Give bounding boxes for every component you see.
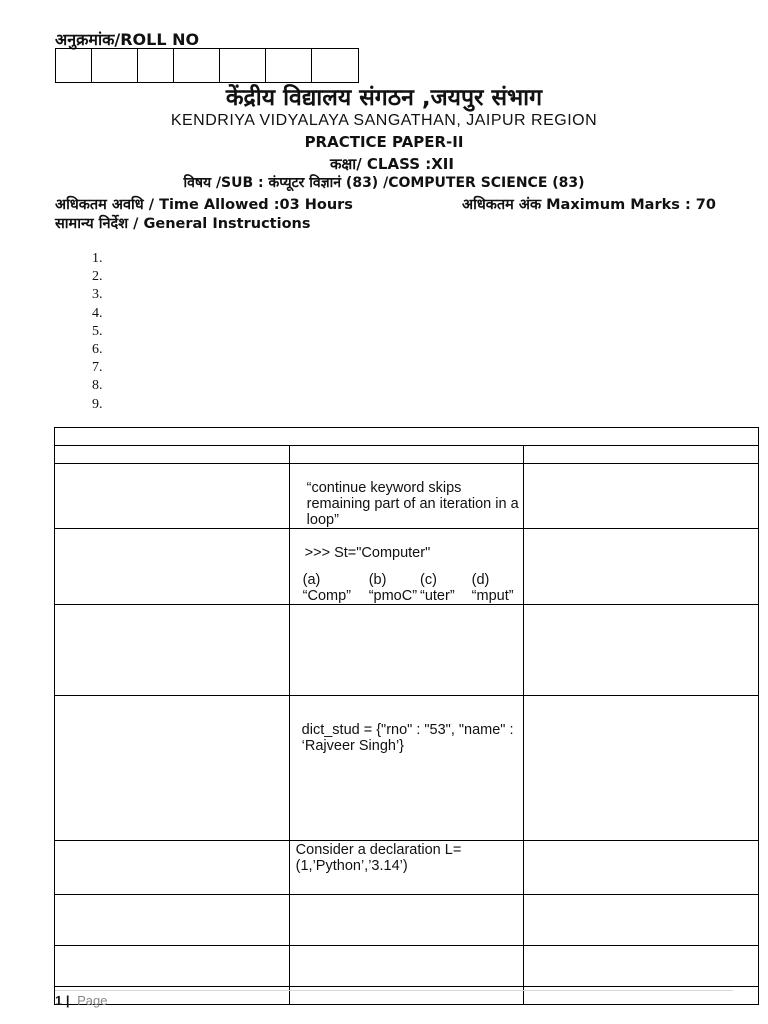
option: (a) “Comp” [302,572,351,604]
question-text: “continue keyword skips remaining part of an iteration in a loop” [306,480,519,528]
option: (b) “pmoC” [368,572,418,604]
question-cell [289,696,524,841]
table-row [55,446,759,464]
question-cell [289,841,524,895]
roll-box[interactable] [92,49,138,82]
table-row [55,696,759,841]
general-instructions-title: सामान्य निर्देश / General Instructions [55,216,311,232]
list-item: 7. [92,360,103,376]
list-item: 4. [92,305,103,321]
list-item: 1. [92,251,103,266]
question-text: dict_stud = {"rno" : "53", "name" : ‘Rajveer Singh’} [301,722,514,754]
page-number: 1 [55,993,63,1008]
class-label: कक्षा/ CLASS :XII [330,155,454,173]
table-row [55,428,759,446]
org-title-english: KENDRIYA VIDYALAYA SANGATHAN, JAIPUR REGION [170,112,598,129]
question-text: >>> St="Computer" [304,545,431,561]
questions-table [54,427,759,1005]
maximum-marks: अधिकतम अंक Maximum Marks : 70 [462,197,716,213]
list-item: 5. [92,323,103,339]
instructions-list [92,250,103,414]
roll-no-label: अनुक्रमांक/ROLL NO [55,30,200,49]
roll-box[interactable] [174,49,220,82]
question-cell [289,464,524,529]
list-item: 3. [92,287,103,303]
list-item: 9. [92,396,103,412]
question-text: Consider a declaration L=(1,’Python’,’3.14’) [295,842,462,874]
options-row [290,572,524,604]
roll-box[interactable] [220,49,266,82]
option: (d) “mput” [471,572,514,604]
roll-box[interactable] [138,49,174,82]
roll-no-boxes[interactable] [55,48,359,83]
list-item: 6. [92,341,103,357]
table-row [55,464,759,529]
table-row [55,529,759,605]
table-row [55,605,759,696]
roll-box[interactable] [266,49,312,82]
page-footer [55,993,108,1008]
question-cell [289,529,524,605]
time-allowed: अधिकतम अवधि / Time Allowed :03 Hours [55,197,353,213]
table-header-cell [55,428,759,446]
list-item: 8. [92,378,103,394]
option: (c) “uter” [420,572,455,604]
subject-label: विषय /SUB : कंप्यूटर विज्ञानं (83) /COMPUTER SCIENCE (83) [183,175,585,191]
list-item: 2. [92,269,103,285]
page-label: Page [77,993,108,1008]
org-title-hindi: केंद्रीय विद्यालय संगठन ,जयपुर संभाग [225,85,543,111]
footer-separator: | [65,993,70,1008]
roll-box[interactable] [56,49,92,82]
table-row [55,841,759,895]
table-row [55,946,759,987]
paper-title: PRACTICE PAPER-II [304,133,464,151]
table-row [55,895,759,946]
footer-divider [55,990,733,991]
roll-box[interactable] [312,49,358,82]
